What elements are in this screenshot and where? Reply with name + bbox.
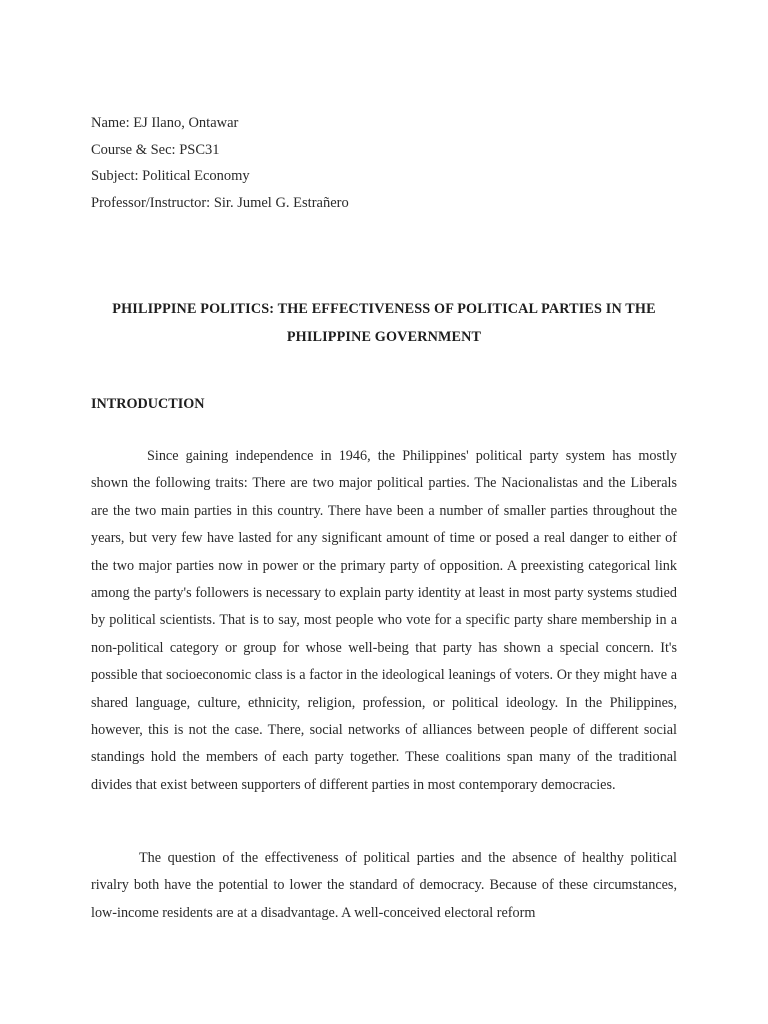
professor: Professor/Instructor: Sir. Jumel G. Estrañero	[91, 194, 349, 211]
title-line-2: PHILIPPINE GOVERNMENT	[286, 329, 482, 345]
introduction-paragraph-1: Since gaining independence in 1946, the Philippines' political party system has mostly shown the following traits: There are two major political parties. The Nacionalistas and the Liberals are the two main parties in this country. There have been a number of smaller parties throughout the years, but very few have lasted for any significant amount of time or posed a real danger to either of the two major parties now in power or the primary party of opposition. A preexisting categorical link among the party's followers is necessary to explain party identity at least in most party systems studied by political scientists. That is to say, most people who vote for a specific party share membership in a non-political category or group for whose well-being that party has shown a special concern. It's possible that socioeconomic class is a factor in the ideological leanings of voters. Or they might have a shared language, culture, ethnicity, religion, profession, or political ideology. In the Philippines, however, this is not the case. There, social networks of alliances between people of different social standings hold the members of each party together. These coalitions span many of the traditional divides that exist between supporters of different parties in most contemporary democracies.	[91, 448, 677, 793]
student-info-block	[91, 110, 349, 216]
introduction-heading: INTRODUCTION	[91, 396, 205, 412]
student-name: Name: EJ Ilano, Ontawar	[91, 115, 239, 131]
title-line-1: PHILIPPINE POLITICS: THE EFFECTIVENESS OF POLITICAL PARTIES IN THE	[112, 301, 656, 317]
introduction-paragraph-2: The question of the effectiveness of political parties and the absence of healthy political rivalry both have the potential to lower the standard of democracy. Because of these circumstances, low-income residents are at a disadvantage. A well-conceived electoral reform	[91, 850, 677, 921]
subject: Subject: Political Economy	[91, 168, 250, 184]
course-section: Course & Sec: PSC31	[91, 141, 220, 158]
document-title	[91, 295, 677, 351]
